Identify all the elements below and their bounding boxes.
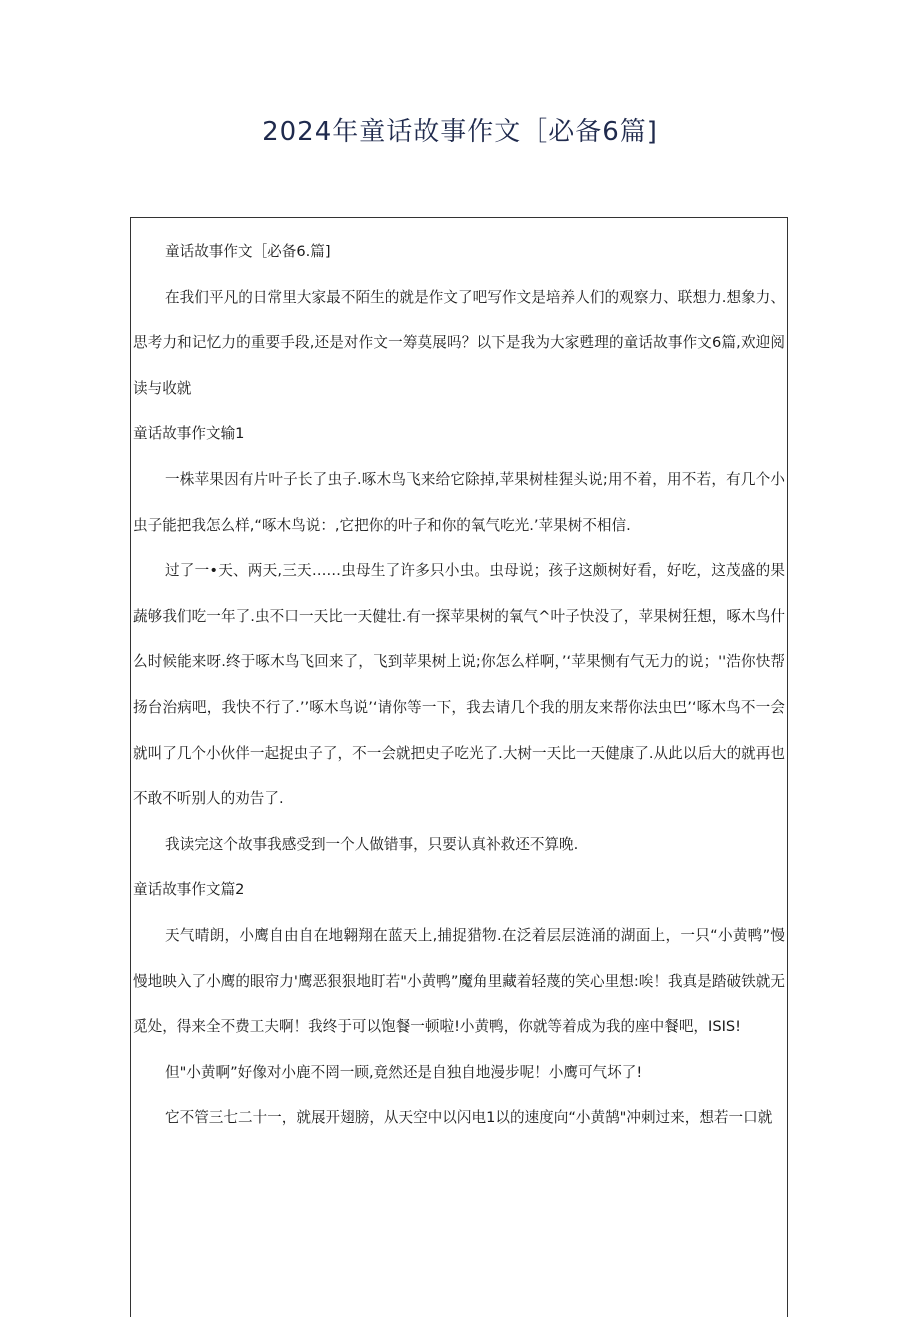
paragraph: 我读完这个故事我感受到一个人做错事，只要认真补救还不算晚. — [165, 835, 579, 853]
paragraph: 它不管三七二十一，就展开翅膀，从天空中以闪电1以的速度向“小黄鹄"冲刺过来，想若一口就 — [165, 1109, 773, 1127]
paragraph: 一株苹果因有片叶子长了虫子.啄木鸟飞来给它除掉,苹果树桂猩头说;用不着，用不若，有几个小虫子能把我怎么样,“啄木鸟说：,它把你的叶子和你的氧气吃光.’苹果树不相信. — [133, 470, 785, 534]
section-heading: 童话故事作文输1 — [133, 425, 245, 443]
paragraph: 天气晴朗，小鹰自由自在地翱翔在蓝天上,捕捉猎物.在泛着层层涟涌的湖面上，一只“小黄鸭”慢慢地映入了小鹰的眼帘力'鹰恶狠狠地盯若"小黄鸭”魔角里藏着轻蔑的笑心里想:唉！我真是踏破铁就无觅处，得来全不费工夫啊！我终于可以饱餐一顿啦!小黄鸭，你就等着成为我的座中餐吧，ISIS! — [133, 926, 785, 1036]
paragraph: 在我们平凡的日常里大家最不陌生的就是作文了吧写作文是培养人们的观察力、联想力.想象力、思考力和记忆力的重要手段,还是对作文一筹莫展吗？以下是我为大家甦理的童话故事作文6篇,欢迎阅读与收就 — [133, 288, 785, 397]
paragraph: 过了一•天、两天,三天……虫母生了许多只小虫。虫母说；孩子这颇树好看，好吃，这茂盛的果蔬够我们吃一年了.虫不口一天比一天健壮.有一探苹果树的氧气^叶子快没了，苹果树狂想，啄木鸟什么时候能来呀.终于啄木鸟飞回来了，飞到苹果树上说;你怎么样啊，’‘苹果恻有气无力的说；''浩你快帮扬台治病吧，我快不行了.’’啄木鸟说’‘请你等一下，我去请几个我的朋友来帮你法虫巴’‘啄木鸟不一会就叫了几个小伙伴一起捉虫子了，不一会就把史子吃光了.大树一天比一天健康了.从此以后大的就再也不敢不听别人的劝告了. — [133, 562, 785, 808]
article-body — [133, 229, 785, 1141]
paragraph: 但"小黄啊”好像对小鹿不罔一顾,竟然还是自独自地漫步呢！小鹰可气坏了! — [165, 1063, 643, 1081]
section-heading: 童话故事作文篇2 — [133, 881, 245, 899]
paragraph: 童话故事作文［必备6.篇] — [165, 243, 331, 260]
page-title: 2024年童话故事作文［必备6篇] — [262, 117, 658, 147]
